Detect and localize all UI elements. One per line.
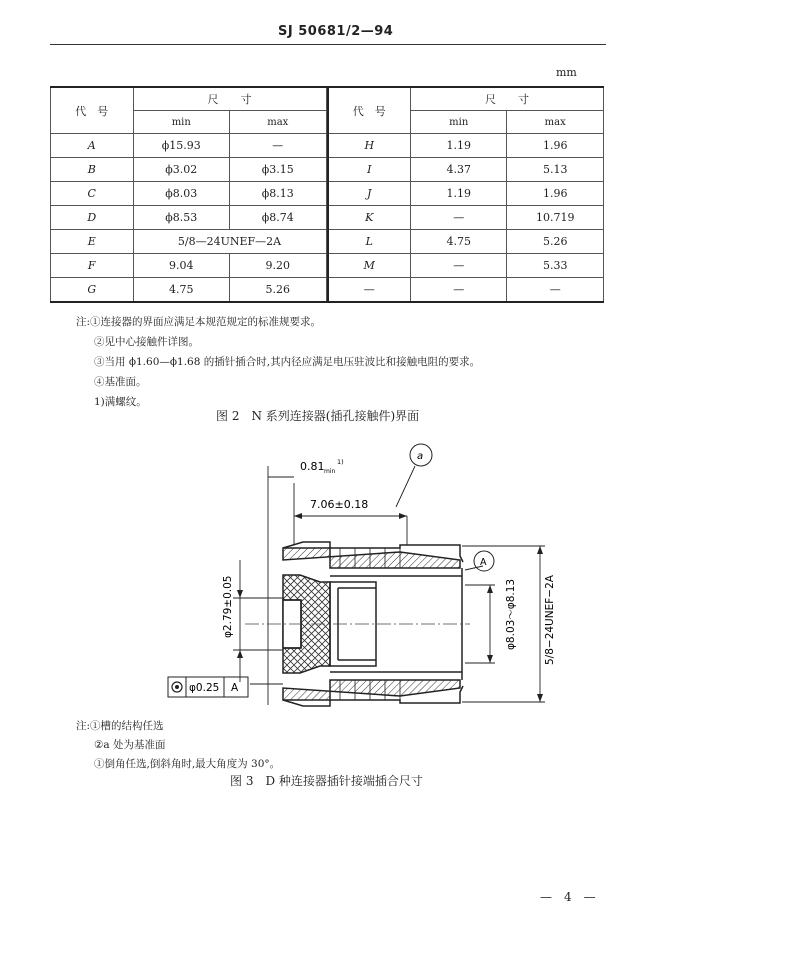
note-line: 注:①连接器的界面应满足本规范规定的标准规要求。 <box>76 316 322 328</box>
cell-code: C <box>51 182 134 206</box>
note-line: ②见中心接触件详图。 <box>94 336 199 348</box>
cell-code: D <box>51 206 134 230</box>
cell-max-right: — <box>507 278 604 303</box>
document-code: SJ 50681/2—94 <box>278 24 394 39</box>
note-line: 1)满螺纹。 <box>94 396 147 408</box>
table-row <box>51 206 604 230</box>
dimension-table <box>50 86 604 303</box>
cell-code-right: H <box>328 134 411 158</box>
table-row <box>51 254 604 278</box>
cell-max: ϕ3.15 <box>230 158 326 182</box>
cell-merged: 5/8—24UNEF—2A <box>133 230 326 254</box>
col-header-min: min <box>133 111 230 134</box>
dim-top-sub: min <box>324 468 336 475</box>
cell-min: ϕ15.93 <box>133 134 230 158</box>
dim-length-label: 7.06±0.18 <box>310 498 369 511</box>
table-row <box>51 182 604 206</box>
cell-min-right: 1.19 <box>411 134 507 158</box>
cell-min-right: 4.75 <box>411 230 507 254</box>
cell-code-right: J <box>328 182 411 206</box>
connector-drawing <box>0 430 800 720</box>
col-header-min-right: min <box>411 111 507 134</box>
cell-max-right: 10.719 <box>507 206 604 230</box>
cell-min: ϕ3.02 <box>133 158 230 182</box>
cell-min: ϕ8.53 <box>133 206 230 230</box>
cell-code-right: I <box>328 158 411 182</box>
cell-code: E <box>51 230 134 254</box>
col-header-max-right: max <box>507 111 604 134</box>
cell-min: ϕ8.03 <box>133 182 230 206</box>
note-line: ③当用 ϕ1.60—ϕ1.68 的插针插合时,其内径应满足电压驻波比和接触电阻的要求。 <box>94 356 481 368</box>
datum-a-label: a <box>417 451 424 462</box>
cell-code-right: L <box>328 230 411 254</box>
tolerance-value: φ0.25 <box>189 682 220 694</box>
cell-code-right: M <box>328 254 411 278</box>
dim-inner-dia-label: φ2.79±0.05 <box>222 575 234 638</box>
dim-top-label: 0.81 <box>300 460 325 473</box>
cell-min-right: — <box>411 278 507 303</box>
table-notes <box>76 312 480 412</box>
dim-thread-label: 5/8−24UNEF−2A <box>544 575 556 665</box>
cell-min-right: — <box>411 254 507 278</box>
cell-min: 4.75 <box>133 278 230 303</box>
datum-A-label: A <box>480 557 487 568</box>
table-row <box>51 134 604 158</box>
cell-max: ϕ8.74 <box>230 206 326 230</box>
col-header-code: 代 号 <box>51 87 134 134</box>
cell-code: G <box>51 278 134 303</box>
tolerance-frame <box>168 677 248 697</box>
note-line: ②a 处为基准面 <box>94 739 166 751</box>
table-row <box>51 158 604 182</box>
cell-max-right: 1.96 <box>507 134 604 158</box>
cell-min-right: 1.19 <box>411 182 507 206</box>
cell-min-right: — <box>411 206 507 230</box>
cell-max-right: 5.13 <box>507 158 604 182</box>
cell-code: B <box>51 158 134 182</box>
note-line: ①倒角任选,倒斜角时,最大角度为 30°。 <box>94 758 281 770</box>
cell-max-right: 1.96 <box>507 182 604 206</box>
cell-min-right: 4.37 <box>411 158 507 182</box>
note-line: 注:①槽的结构任选 <box>76 720 164 732</box>
dim-top-sup: 1) <box>337 458 344 466</box>
table-row <box>51 230 604 254</box>
cell-max: ϕ8.13 <box>230 182 326 206</box>
col-header-code-right: 代 号 <box>328 87 411 134</box>
col-header-size-right: 尺 寸 <box>411 87 604 111</box>
cell-max-right: 5.26 <box>507 230 604 254</box>
cell-code: A <box>51 134 134 158</box>
table-row <box>51 278 604 303</box>
figure-notes <box>76 717 280 774</box>
figure-2-caption: 图 2 N 系列连接器(插孔接触件)界面 <box>216 409 420 423</box>
cell-max: 5.26 <box>230 278 326 303</box>
dim-bore-label: φ8.03～φ8.13 <box>505 578 517 650</box>
unit-label: mm <box>556 66 577 79</box>
cell-code: F <box>51 254 134 278</box>
cell-code-right: — <box>328 278 411 303</box>
header-rule <box>50 44 606 45</box>
cell-max: 9.20 <box>230 254 326 278</box>
note-line: ④基准面。 <box>94 376 147 388</box>
cell-min: 9.04 <box>133 254 230 278</box>
page-number: — 4 — <box>540 890 596 904</box>
cell-max: — <box>230 134 326 158</box>
cell-max-right: 5.33 <box>507 254 604 278</box>
col-header-size: 尺 寸 <box>133 87 326 111</box>
col-header-max: max <box>230 111 326 134</box>
cell-code-right: K <box>328 206 411 230</box>
figure-3-caption: 图 3 D 种连接器插针接端插合尺寸 <box>230 774 423 788</box>
tolerance-datum: A <box>231 682 239 694</box>
